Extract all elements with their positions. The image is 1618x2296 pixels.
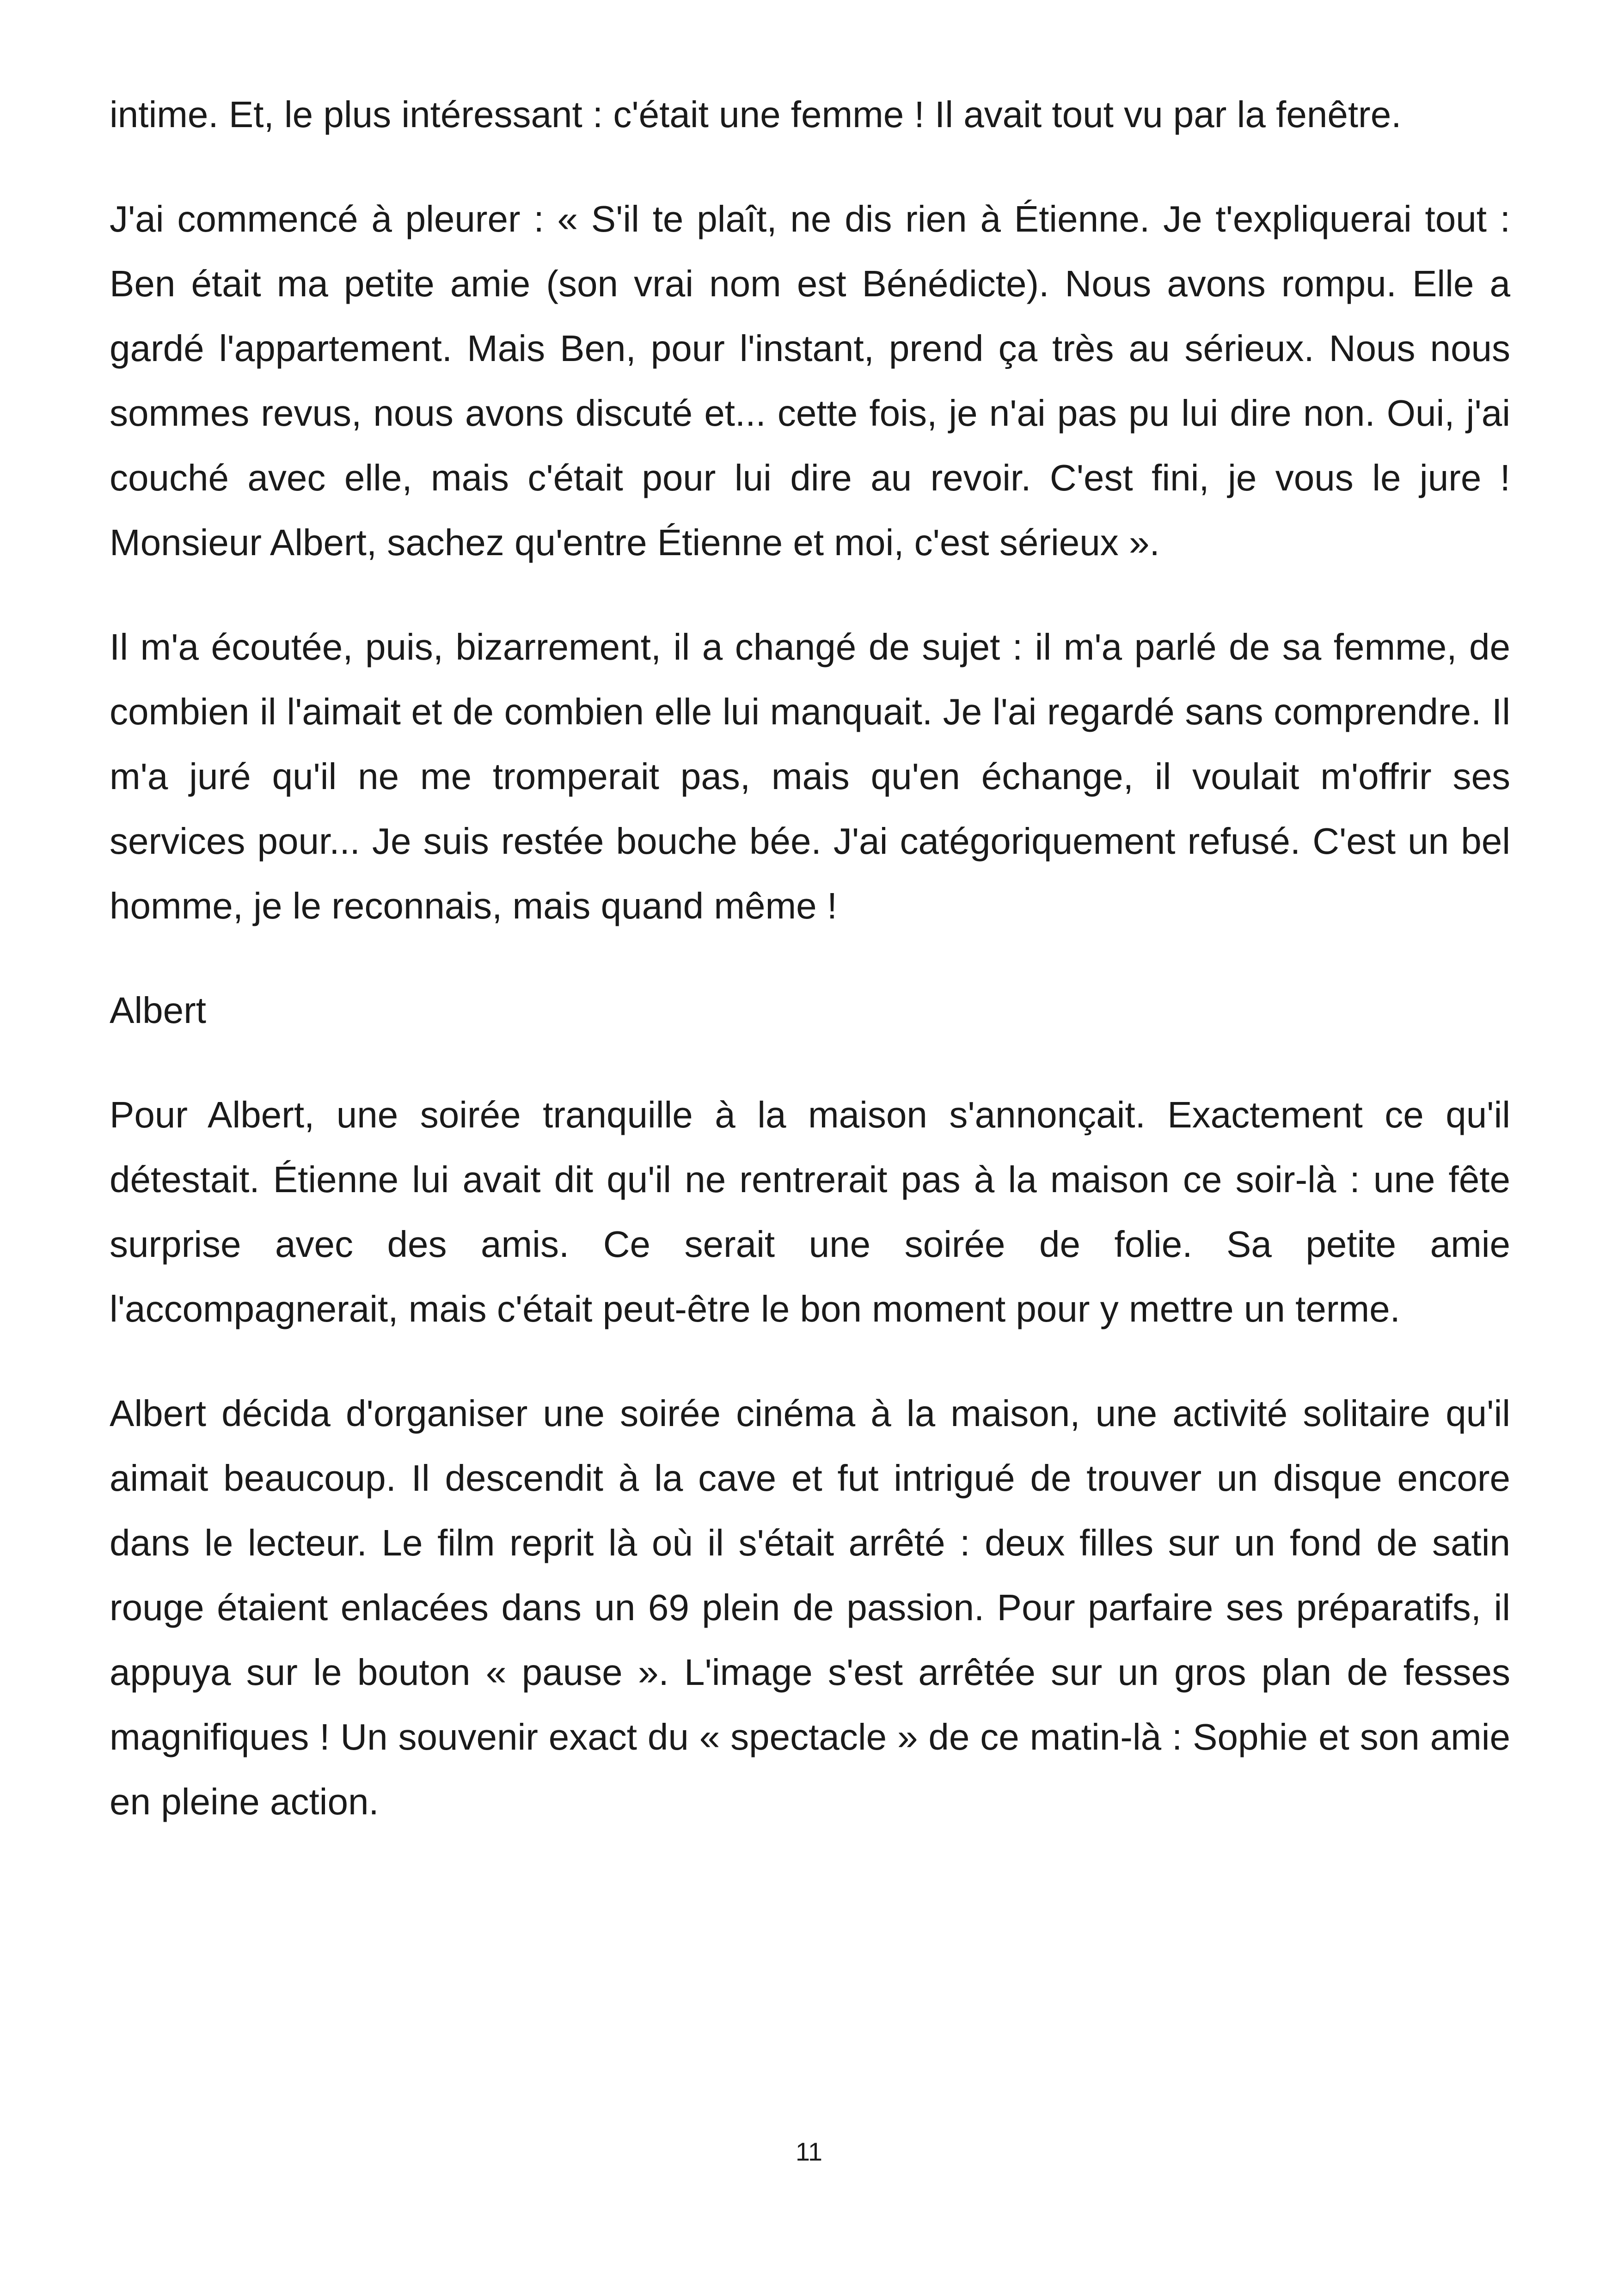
page-number: 11 xyxy=(795,2137,823,2166)
paragraph: J'ai commencé à pleurer : « S'il te plaît, ne dis rien à Étienne. Je t'expliquerai tout : Ben était ma petite amie (son vrai nom est Bénédicte). Nous avons rompu. Elle a gardé l'appartement. Mais Ben, pour l'instant, prend ça très au sérieux. Nous nous sommes revus, nous avons discuté et... cette fois, je n'ai pas pu lui dire non. Oui, j'ai couché avec elle, mais c'était pour lui dire au revoir. C'est fini, je vous le jure ! Monsieur Albert, sachez qu'entre Étienne et moi, c'est sérieux ». xyxy=(110,198,1510,563)
text-body xyxy=(110,82,1510,1874)
paragraph: Pour Albert, une soirée tranquille à la maison s'annonçait. Exactement ce qu'il détestait. Étienne lui avait dit qu'il ne rentrerait pas à la maison ce soir-là : une fête surprise avec des amis. Ce serait une soirée de folie. Sa petite amie l'accompagnerait, mais c'était peut-être le bon moment pour y mettre un terme. xyxy=(110,1094,1510,1329)
paragraph: Albert décida d'organiser une soirée cinéma à la maison, une activité solitaire qu'il aimait beaucoup. Il descendit à la cave et fut intrigué de trouver un disque encore dans le lecteur. Le film reprit là où il s'était arrêté : deux filles sur un fond de satin rouge étaient enlacées dans un 69 plein de passion. Pour parfaire ses préparatifs, il appuya sur le bouton « pause ». L'image s'est arrêtée sur un gros plan de fesses magnifiques ! Un souvenir exact du « spectacle » de ce matin-là : Sophie et son amie en pleine action. xyxy=(110,1393,1510,1822)
paragraph: Il m'a écoutée, puis, bizarrement, il a changé de sujet : il m'a parlé de sa femme, de combien il l'aimait et de combien elle lui manquait. Je l'ai regardé sans comprendre. Il m'a juré qu'il ne me tromperait pas, mais qu'en échange, il voulait m'offrir ses services pour... Je suis restée bouche bée. J'ai catégoriquement refusé. C'est un bel homme, je le reconnais, mais quand même ! xyxy=(110,626,1510,926)
paragraph: intime. Et, le plus intéressant : c'était une femme ! Il avait tout vu par la fenêtre. xyxy=(110,94,1402,135)
section-heading: Albert xyxy=(110,990,206,1031)
